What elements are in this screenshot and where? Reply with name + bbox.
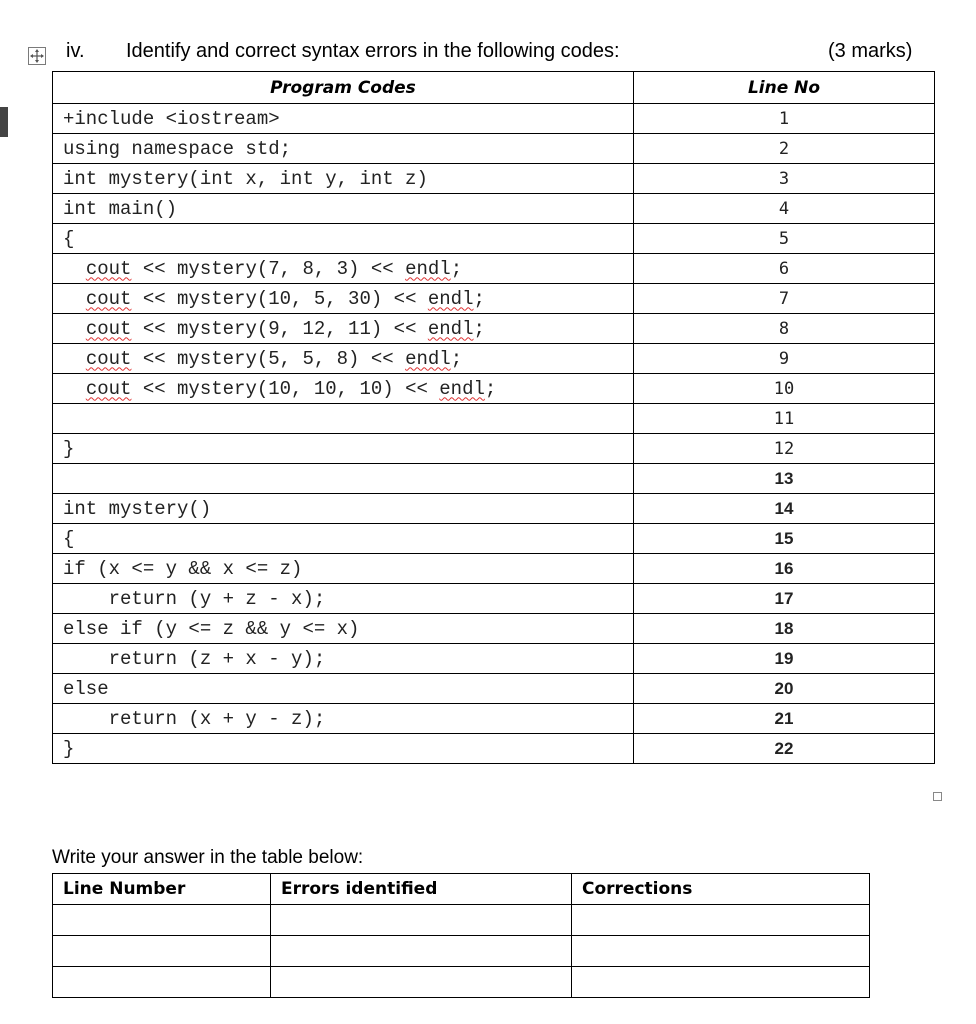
code-cell: {: [53, 224, 634, 254]
code-row: [53, 644, 935, 674]
line-number-cell: 19: [634, 644, 935, 674]
answer-table: [52, 873, 870, 998]
code-token-semicolon: ;: [484, 377, 497, 400]
question-number: iv.: [66, 40, 85, 62]
code-token-endl: endl: [427, 317, 474, 340]
code-row: [53, 194, 935, 224]
code-cell: if (x <= y && x <= z): [53, 554, 634, 584]
code-token-expr: << mystery(10, 5, 30) <<: [131, 287, 428, 310]
code-cell: int main(): [53, 194, 634, 224]
code-indent: [63, 348, 86, 370]
code-cell: using namespace std;: [53, 134, 634, 164]
code-row: [53, 584, 935, 614]
code-token-semicolon: ;: [450, 347, 463, 370]
code-token-cout: cout: [85, 287, 132, 310]
code-cell: +include <iostream>: [53, 104, 634, 134]
code-cell: return (y + z - x);: [53, 584, 634, 614]
answer-line-cell[interactable]: [53, 936, 271, 967]
answer-error-cell[interactable]: [271, 936, 572, 967]
line-number-cell: 1: [634, 104, 935, 134]
margin-marker: [0, 107, 8, 137]
answer-correction-cell[interactable]: [572, 905, 870, 936]
code-row: [53, 494, 935, 524]
line-number-cell: 15: [634, 524, 935, 554]
code-row: [53, 614, 935, 644]
code-row: [53, 254, 935, 284]
line-number-cell: 20: [634, 674, 935, 704]
line-number-cell: 11: [634, 404, 935, 434]
code-cell: [53, 464, 634, 494]
answer-header-row: [53, 874, 870, 905]
line-number-cell: 17: [634, 584, 935, 614]
line-number-cell: 3: [634, 164, 935, 194]
code-token-endl: endl: [427, 287, 474, 310]
code-row: [53, 524, 935, 554]
code-row: [53, 104, 935, 134]
table-move-handle[interactable]: [28, 47, 46, 65]
answer-row: [53, 936, 870, 967]
code-token-cout: cout: [85, 257, 132, 280]
corrections-header: Corrections: [572, 874, 870, 905]
code-row: [53, 704, 935, 734]
code-row: [53, 314, 935, 344]
line-number-cell: 22: [634, 734, 935, 764]
code-token-cout: cout: [85, 377, 132, 400]
code-row: [53, 224, 935, 254]
answer-correction-cell[interactable]: [572, 936, 870, 967]
code-table-header-row: [53, 72, 935, 104]
code-cell: [53, 404, 634, 434]
line-number-cell: 10: [634, 374, 935, 404]
code-row: [53, 374, 935, 404]
code-cell: int mystery(int x, int y, int z): [53, 164, 634, 194]
code-cell: return (z + x - y);: [53, 644, 634, 674]
code-row: [53, 554, 935, 584]
line-number-cell: 7: [634, 284, 935, 314]
code-indent: [63, 288, 86, 310]
code-row: [53, 464, 935, 494]
code-indent: [63, 318, 86, 340]
answer-line-cell[interactable]: [53, 967, 271, 998]
code-token-endl: endl: [439, 377, 485, 400]
code-row: [53, 674, 935, 704]
code-token-semicolon: ;: [473, 317, 485, 340]
table-resize-handle[interactable]: [933, 792, 942, 801]
code-cell: else if (y <= z && y <= x): [53, 614, 634, 644]
answer-instruction: Write your answer in the table below:: [52, 847, 364, 868]
line-no-header: Line No: [634, 72, 935, 104]
code-row: [53, 164, 935, 194]
answer-correction-cell[interactable]: [572, 967, 870, 998]
code-cell: return (x + y - z);: [53, 704, 634, 734]
line-number-cell: 13: [634, 464, 935, 494]
code-row: [53, 344, 935, 374]
move-arrows-icon: [29, 48, 45, 64]
answer-error-cell[interactable]: [271, 967, 572, 998]
code-cell: int mystery(): [53, 494, 634, 524]
line-number-cell: 18: [634, 614, 935, 644]
code-indent: [63, 258, 86, 280]
code-cell: }: [53, 734, 634, 764]
code-cell: [53, 314, 634, 344]
code-cell: {: [53, 524, 634, 554]
program-code-table: [52, 71, 935, 764]
line-number-cell: 14: [634, 494, 935, 524]
line-number-cell: 12: [634, 434, 935, 464]
code-token-expr: << mystery(5, 5, 8) <<: [131, 347, 406, 370]
answer-row: [53, 967, 870, 998]
code-token-endl: endl: [405, 257, 451, 280]
code-row: [53, 434, 935, 464]
code-row: [53, 404, 935, 434]
code-row: [53, 134, 935, 164]
code-row: [53, 734, 935, 764]
line-number-cell: 6: [634, 254, 935, 284]
code-token-semicolon: ;: [450, 257, 463, 280]
answer-row: [53, 905, 870, 936]
line-number-cell: 5: [634, 224, 935, 254]
answer-error-cell[interactable]: [271, 905, 572, 936]
question-text: Identify and correct syntax errors in the following codes:: [126, 40, 620, 62]
code-token-cout: cout: [85, 347, 132, 370]
code-token-endl: endl: [405, 347, 451, 370]
code-cell: [53, 374, 634, 404]
code-token-expr: << mystery(7, 8, 3) <<: [131, 257, 406, 280]
code-indent: [63, 378, 86, 400]
line-number-header: Line Number: [53, 874, 271, 905]
line-number-cell: 16: [634, 554, 935, 584]
line-number-cell: 2: [634, 134, 935, 164]
line-number-cell: 4: [634, 194, 935, 224]
program-codes-header: Program Codes: [53, 72, 634, 104]
code-cell: [53, 254, 634, 284]
question-marks: (3 marks): [828, 40, 913, 62]
code-row: [53, 284, 935, 314]
code-token-expr: << mystery(9, 12, 11) <<: [131, 317, 428, 340]
code-token-cout: cout: [85, 317, 132, 340]
code-cell: }: [53, 434, 634, 464]
code-token-semicolon: ;: [473, 287, 485, 310]
code-cell: else: [53, 674, 634, 704]
answer-line-cell[interactable]: [53, 905, 271, 936]
errors-identified-header: Errors identified: [271, 874, 572, 905]
code-token-expr: << mystery(10, 10, 10) <<: [131, 377, 440, 400]
line-number-cell: 8: [634, 314, 935, 344]
line-number-cell: 9: [634, 344, 935, 374]
code-cell: [53, 344, 634, 374]
code-cell: [53, 284, 634, 314]
line-number-cell: 21: [634, 704, 935, 734]
